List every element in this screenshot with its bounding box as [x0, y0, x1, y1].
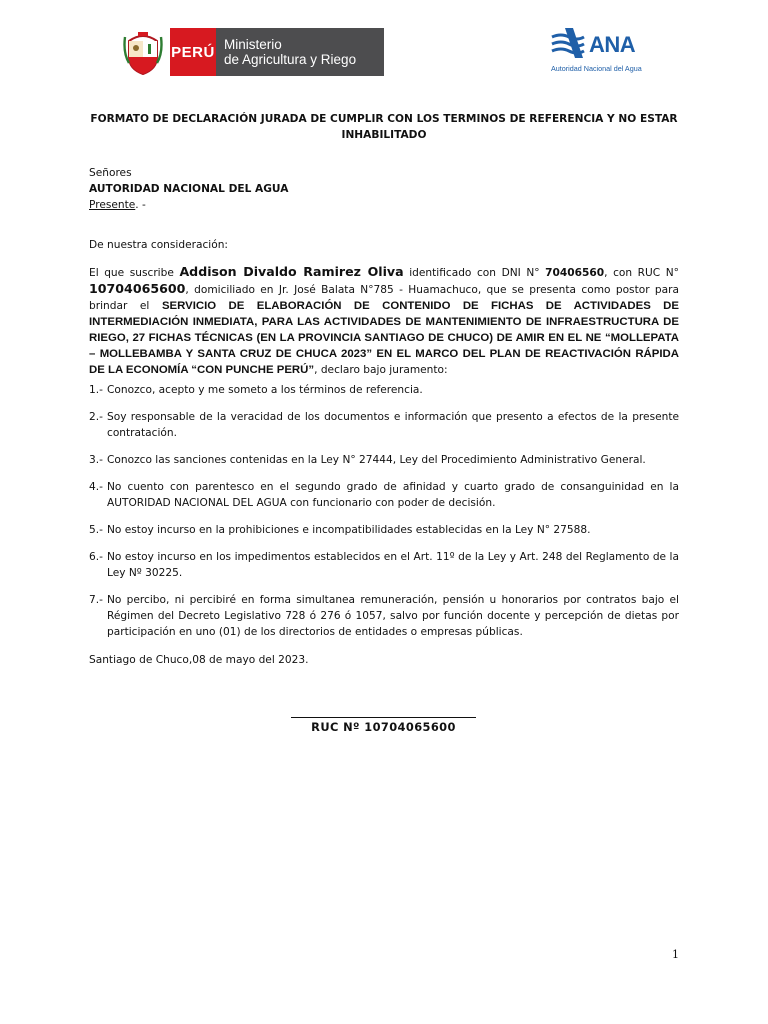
intro-paragraph: [89, 264, 679, 378]
title-line2: INHABILITADO: [341, 129, 427, 141]
item-number: 3.-: [89, 454, 103, 466]
item-text: No estoy incurso en los impedimentos establecidos en el Art. 11º de la Ley y Art. 248 del Reglamento de la Ley Nº 30225.: [107, 551, 679, 579]
item-text: No estoy incurso en la prohibiciones e incompatibilidades establecidas en la Ley N° 27588.: [107, 524, 591, 536]
item-text: No cuento con parentesco en el segundo grado de afinidad y cuarto grado de consanguinidad en la AUTORIDAD NACIONAL DEL AGUA con funcionario con poder de decisión.: [107, 481, 679, 509]
ministry-name: [216, 28, 384, 76]
declaration-item: [89, 592, 679, 640]
consideration-line: De nuestra consideración:: [89, 239, 228, 251]
peru-ministry-logo: [120, 28, 384, 76]
intro-text-5: , declaro bajo juramento:: [314, 364, 448, 376]
declaration-item: [89, 549, 679, 581]
water-wave-icon: [551, 27, 585, 63]
item-text: Conozco las sanciones contenidas en la Ley N° 27444, Ley del Procedimiento Administrativo General.: [107, 454, 646, 466]
salutation: Señores: [89, 167, 132, 179]
declaration-item: [89, 409, 679, 441]
item-number: 2.-: [89, 411, 103, 423]
intro-text-2: identificado con DNI N°: [403, 267, 546, 279]
place-date: Santiago de Chuco,08 de mayo del 2023.: [89, 654, 309, 666]
ana-logo-text: ANA: [589, 32, 636, 57]
item-number: 7.-: [89, 594, 103, 606]
item-number: 5.-: [89, 524, 103, 536]
item-number: 6.-: [89, 551, 103, 563]
presente-suffix: . -: [135, 199, 146, 211]
signature-ruc: RUC Nº 10704065600: [311, 720, 456, 734]
ruc-number: 10704065600: [89, 281, 186, 296]
item-number: 1.-: [89, 384, 103, 396]
intro-text-3: , con RUC N°: [604, 267, 679, 279]
peru-label: PERÚ: [170, 28, 216, 76]
item-text: Soy responsable de la veracidad de los documentos e información que presento a efectos de la presente contratación.: [107, 411, 679, 439]
intro-text-1: El que suscribe: [89, 267, 180, 279]
declaration-item: [89, 522, 679, 538]
declaration-item: [89, 452, 679, 468]
title-line1: FORMATO DE DECLARACIÓN JURADA DE CUMPLIR CON LOS TERMINOS DE REFERENCIA Y NO ESTAR: [90, 113, 678, 125]
presente-line: [89, 197, 146, 213]
presente-word: Presente: [89, 199, 136, 211]
ministry-line1: Ministerio: [224, 37, 282, 52]
declaration-item: [89, 382, 679, 398]
item-text: No percibo, ni percibiré en forma simultanea remuneración, pensión u honorarios por contratos bajo el Régimen del Decreto Legislativo 728 ó 276 ó 1057, salvo por función docente y percepción de dietas por participación en uno (01) de los directorios de entidades o empresas públicas.: [107, 594, 679, 638]
service-description: SERVICIO DE ELABORACIÓN DE CONTENIDO DE FICHAS DE ACTIVIDADES DE INTERMEDIACIÓN INMEDIATA, PARA LAS ACTIVIDADES DE MANTENIMIENTO DE INFRAESTRUCTURA DE RIEGO, 27 FICHAS TÉCNICAS (EN LA PROVINCIA SANTIAGO DE CHUCO) DE AMIR EN EL NE “MOLLEPATA – MOLLEBAMBA Y SANTA CRUZ DE CHUCA 2023” EN EL MARCO DEL PLAN DE REACTIVACIÓN RÁPIDA DE LA ECONOMÍA “CON PUNCHE PERÚ”: [89, 300, 679, 376]
declaration-item: [89, 479, 679, 511]
ana-logo: [551, 28, 661, 78]
page-number: 1: [672, 948, 679, 961]
ana-logo-subtitle: Autoridad Nacional del Agua: [551, 64, 642, 73]
coat-of-arms-icon: [120, 28, 166, 76]
dni-number: 70406560: [545, 267, 605, 279]
item-text: Conozco, acepto y me someto a los términos de referencia.: [107, 384, 423, 396]
intro-text-4: , domiciliado en Jr. José Balata N°785 - Huamachuco, que se presenta como postor para brindar el: [89, 284, 679, 312]
item-number: 4.-: [89, 481, 103, 493]
document-title: [90, 111, 678, 143]
addressee: AUTORIDAD NACIONAL DEL AGUA: [89, 183, 289, 195]
ministry-line2: de Agricultura y Riego: [224, 52, 357, 67]
declarant-name: Addison Divaldo Ramirez Oliva: [179, 264, 404, 279]
signature-line: [291, 717, 476, 718]
